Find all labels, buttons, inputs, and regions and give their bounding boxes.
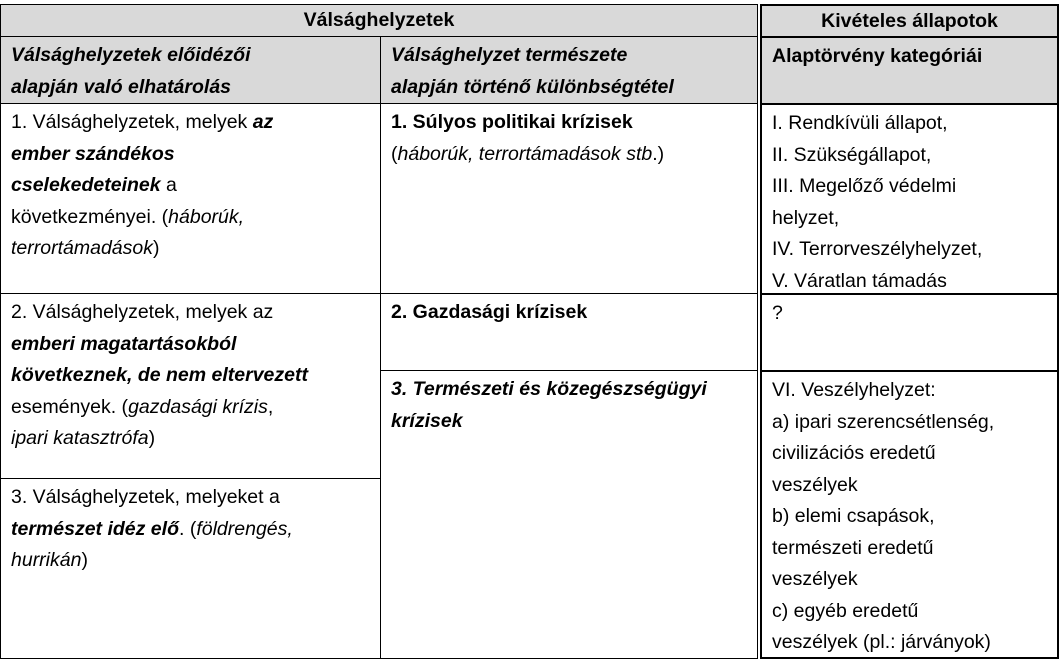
text-run: 1. Súlyos politikai krízisek	[391, 111, 633, 133]
text-line	[11, 514, 370, 546]
text-line	[11, 139, 370, 171]
col2-header-line: Válsághelyzet természete	[391, 44, 628, 66]
category-line: b) elemi csapások,	[772, 505, 935, 527]
fundamental-law-categories-header: Alaptörvény kategóriái	[760, 36, 1059, 105]
text-line	[11, 107, 370, 139]
cause-row-1	[0, 103, 381, 294]
col2-header-line: alapján történő különbségtétel	[391, 75, 674, 98]
text-run: hurrikán	[11, 549, 82, 571]
crisis-situations-title: Válsághelyzetek	[0, 4, 758, 37]
text-run: terrortámadások	[11, 237, 153, 259]
text-run: ember szándékos	[11, 142, 175, 165]
text-run: ,	[267, 395, 274, 418]
text-run: gazdasági krízis	[128, 395, 268, 418]
text-run: )	[81, 549, 88, 571]
text-run: természet idéz elő	[11, 517, 179, 540]
text-run: háborúk,	[168, 205, 245, 228]
category-line: III. Megelőző védelmi	[772, 175, 957, 197]
category-line: veszélyek	[772, 568, 858, 590]
cause-row-2	[0, 293, 381, 479]
text-run: következményei. (	[11, 205, 169, 228]
text-line	[391, 297, 747, 329]
text-run: ipari katasztrófa	[11, 427, 149, 449]
text-line	[11, 545, 370, 577]
category-line: veszélyek (pl.: járványok)	[772, 631, 991, 653]
text-line	[11, 297, 370, 329]
category-line: a) ipari szerencsétlenség,	[772, 410, 995, 433]
text-run: cselekedeteinek	[11, 174, 161, 196]
text-run: 3. Válsághelyzetek, melyeket a	[11, 486, 280, 508]
text-run: háborúk, terrortámadások stb	[397, 142, 653, 165]
col1-header-line: alapján való elhatárolás	[11, 75, 232, 98]
category-line: IV. Terrorveszélyhelyzet,	[772, 238, 983, 260]
category-line: civilizációs eredetű	[772, 442, 936, 464]
cause-row-3	[0, 478, 381, 659]
text-run: . (	[178, 517, 197, 540]
category-line: veszélyek	[772, 473, 858, 496]
text-line	[11, 329, 370, 361]
category-line: II. Szükségállapot,	[772, 143, 932, 166]
text-run: az	[252, 111, 274, 133]
text-line	[11, 423, 370, 455]
text-line	[11, 360, 370, 392]
text-run: 3. Természeti és közegészségügyi	[391, 378, 707, 400]
text-line	[11, 482, 370, 514]
text-run: 2. Gazdasági krízisek	[391, 301, 588, 323]
nature-row-1	[380, 103, 758, 294]
text-line	[11, 202, 370, 234]
category-line: ?	[772, 302, 783, 324]
category-row-3	[760, 370, 1059, 659]
category-row-1	[760, 103, 1059, 295]
category-line: I. Rendkívüli állapot,	[772, 112, 948, 134]
category-line: V. Váratlan támadás	[772, 269, 947, 292]
nature-row-3	[380, 370, 758, 659]
category-line: helyzet,	[772, 206, 840, 229]
text-run: a	[160, 174, 177, 196]
category-line: természeti eredetű	[772, 536, 934, 559]
text-run: )	[148, 427, 156, 449]
text-run: emberi magatartásokból	[11, 332, 237, 355]
text-line	[391, 107, 747, 139]
text-run: események. (	[11, 395, 129, 418]
category-line: VI. Veszélyhelyzet:	[772, 379, 936, 401]
text-line	[11, 170, 370, 202]
exceptional-states-title: Kivételes állapotok	[760, 4, 1059, 38]
text-run: 1. Válsághelyzetek, melyek	[11, 111, 253, 133]
text-line	[391, 406, 747, 438]
col1-header	[0, 36, 381, 104]
text-run: krízisek	[391, 409, 463, 432]
text-run: .)	[652, 142, 665, 165]
category-line: c) egyéb eredetű	[772, 599, 919, 622]
col2-header	[380, 36, 758, 104]
text-run: (	[391, 142, 398, 165]
text-run: 2. Válsághelyzetek, melyek az	[11, 301, 274, 323]
text-run: )	[152, 237, 160, 259]
text-line	[11, 392, 370, 424]
text-run: következnek, de nem eltervezett	[11, 364, 308, 386]
nature-row-2	[380, 293, 758, 371]
text-line	[11, 233, 370, 265]
text-run: földrengés,	[196, 517, 293, 540]
category-row-2	[760, 293, 1059, 372]
text-line	[391, 374, 747, 406]
text-line	[391, 139, 747, 171]
col1-header-line: Válsághelyzetek előidézői	[11, 44, 251, 66]
